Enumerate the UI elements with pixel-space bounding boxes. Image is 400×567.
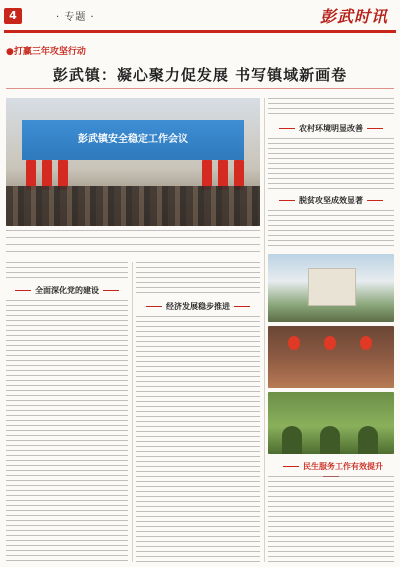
body-text <box>136 262 260 296</box>
headline-rule <box>6 88 394 89</box>
headline: 彭武镇：凝心聚力促发展 书写镇域新画卷 <box>52 66 348 84</box>
subhead: 全面深化党的建设 <box>6 284 128 297</box>
column-divider <box>132 262 133 562</box>
masthead <box>0 0 400 40</box>
plant <box>358 426 378 454</box>
subhead: 脱贫攻坚成效显著 <box>268 194 394 207</box>
body-text <box>268 210 394 250</box>
photo-caption <box>6 230 260 256</box>
subhead: 民生服务工作有效提升 <box>268 460 394 482</box>
body-text <box>6 262 128 280</box>
paper-name-logo: 彭武时讯 <box>319 7 388 26</box>
subhead: 农村环境明显改善 <box>268 122 394 135</box>
audience <box>6 186 260 226</box>
farm-photo <box>268 392 394 454</box>
body-text <box>268 138 394 190</box>
village-photo <box>268 254 394 322</box>
building <box>308 268 356 306</box>
plant <box>320 426 340 454</box>
body-text <box>268 476 394 562</box>
column-divider <box>264 98 265 562</box>
page-number: 4 <box>4 8 22 24</box>
body-text <box>268 98 394 118</box>
lantern <box>288 336 300 350</box>
body-text <box>6 300 128 562</box>
body-text <box>136 316 260 562</box>
lantern <box>324 336 336 350</box>
lead-photo <box>6 98 260 226</box>
lantern <box>360 336 372 350</box>
section-label: · 专题 · <box>56 12 95 23</box>
meeting-banner <box>22 120 244 160</box>
masthead-rule <box>4 30 396 33</box>
meeting-banner-text: 彭武镇安全稳定工作会议 <box>78 134 188 145</box>
kicker: ●打赢三年攻坚行动 <box>6 47 86 57</box>
plant <box>282 426 302 454</box>
subhead: 经济发展稳步推进 <box>136 300 260 313</box>
festival-photo <box>268 326 394 388</box>
